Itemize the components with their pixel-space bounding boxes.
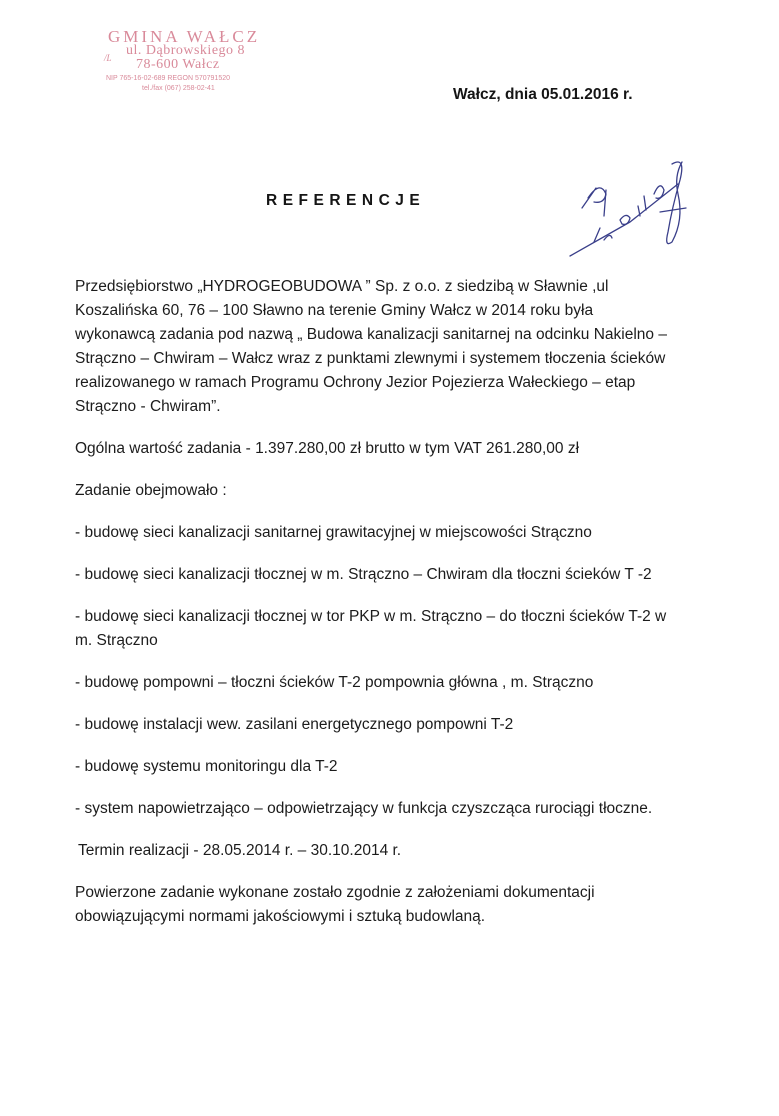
scope-item: - budowę pompowni – tłoczni ścieków T-2 pompownia główna , m. Strączno (75, 674, 594, 691)
scope-item: - budowę instalacji wew. zasilani energetycznego pompowni T-2 (75, 716, 514, 733)
scope-item: - budowę sieci kanalizacji tłocznej w tor PKP w m. Strączno – do tłoczni ścieków T-2 w m. Strączno (75, 608, 667, 649)
place-date: Wałcz, dnia 05.01.2016 r. (453, 86, 633, 103)
document-title: REFERENCJE (266, 192, 426, 209)
total-value-paragraph: Ogólna wartość zadania - 1.397.280,00 zł brutto w tym VAT 261.280,00 zł (75, 440, 580, 457)
document-body (75, 275, 675, 929)
scope-item: - budowę sieci kanalizacji sanitarnej grawitacyjnej w miejscowości Strączno (75, 524, 592, 541)
stamp-mark: /L (104, 53, 112, 63)
handwritten-signature (560, 150, 695, 265)
stamp-line-name: GMINA WAŁCZ (108, 27, 261, 46)
stamp-line-postcode: 78-600 Wałcz (136, 57, 220, 72)
intro-paragraph: Przedsiębiorstwo „HYDROGEOBUDOWA ” Sp. z o.o. z siedzibą w Sławnie ,ul Koszalińska 60, 76 – 100 Sławno na terenie Gminy Wałcz w 2014 roku była wykonawcą zadania pod nazwą „ Budowa kanalizacji sanitarnej na odcinku Nakielno – Strączno – Chwiram – Wałcz wraz z punktami zlewnymi i systemem tłoczenia ścieków realizowanego w ramach Programu Ochrony Jezior Pojezierza Wałeckiego – etap Strączno - Chwiram”. (75, 278, 667, 415)
scope-item: - budowę systemu monitoringu dla T-2 (75, 758, 338, 775)
scope-item: - system napowietrzająco – odpowietrzający w funkcja czyszcząca rurociągi tłoczne. (75, 800, 653, 817)
scope-heading: Zadanie obejmowało : (75, 482, 227, 499)
stamp-line-street: ul. Dąbrowskiego 8 (126, 43, 246, 58)
municipality-stamp (100, 28, 290, 98)
term-paragraph: Termin realizacji - 28.05.2014 r. – 30.10.2014 r. (78, 842, 402, 859)
closing-paragraph: Powierzone zadanie wykonane zostało zgodnie z założeniami dokumentacji obowiązującymi normami jakościowymi i sztuką budowlaną. (75, 884, 595, 925)
scope-item: - budowę sieci kanalizacji tłocznej w m. Strączno – Chwiram dla tłoczni ścieków T -2 (75, 566, 652, 583)
stamp-line-phone: tel./fax (067) 258-02-41 (142, 85, 215, 92)
stamp-line-nip-regon: NIP 765-16-02-689 REGON 570791520 (106, 75, 231, 82)
